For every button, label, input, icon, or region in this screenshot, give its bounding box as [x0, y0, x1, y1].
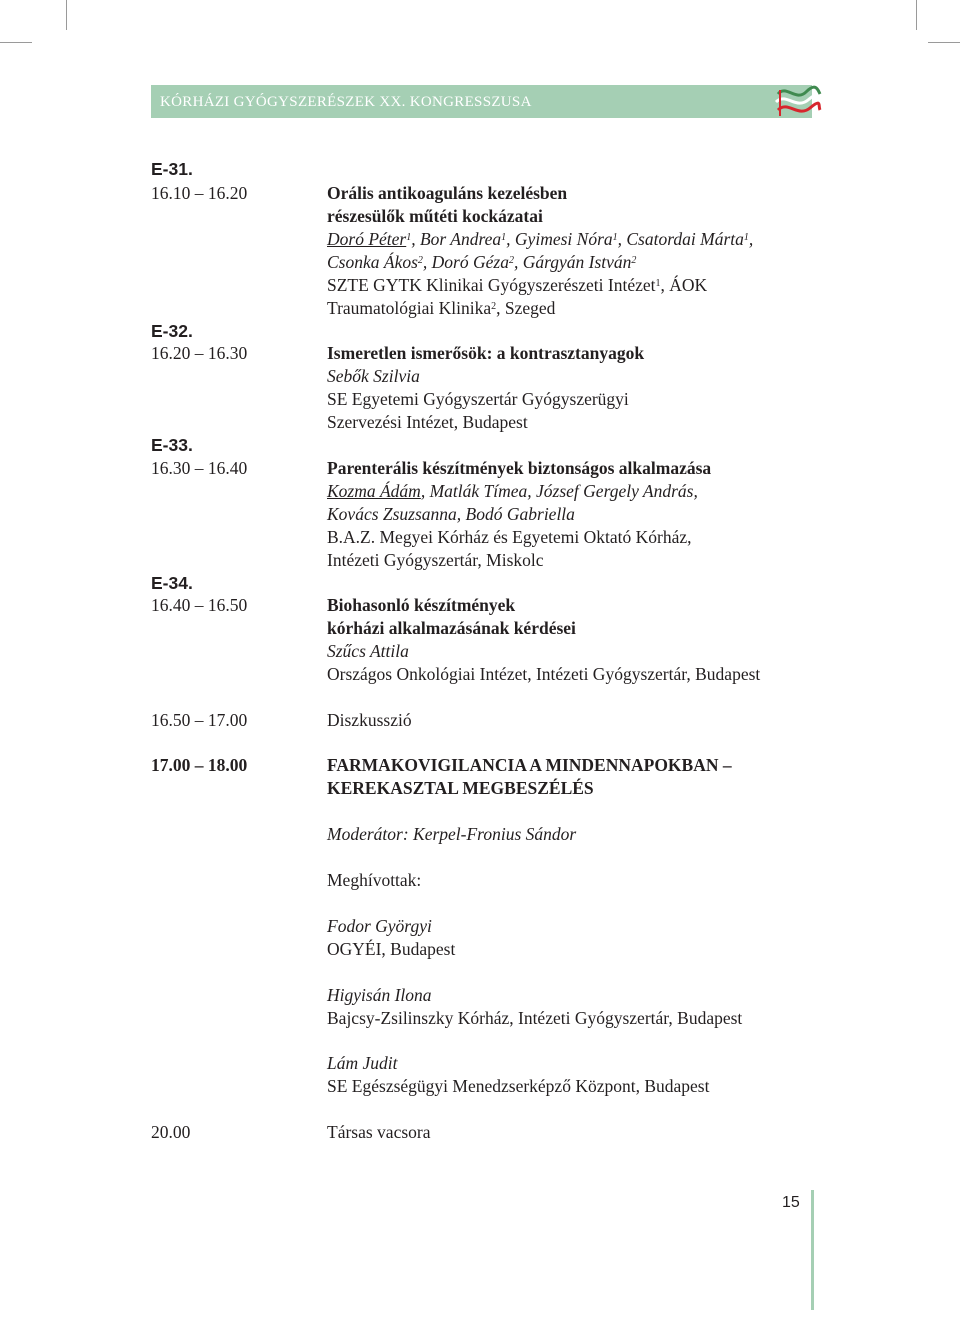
- session-block: [327, 754, 732, 800]
- talk-affiliation: SE Egyetemi Gyógyszertár Gyógyszerügyi: [327, 389, 629, 409]
- talk-block: [327, 594, 760, 686]
- talk-authors: Kovács Zsuzsanna, Bodó Gabriella: [327, 504, 575, 524]
- guest-affiliation: SE Egészségügyi Menedzserképző Központ, Budapest: [327, 1076, 710, 1096]
- talk-title: Parenterális készítmények biztonságos alkalmazása: [327, 458, 712, 478]
- talk-code: E-31.: [151, 159, 193, 179]
- guest-name: Higyisán Ilona: [327, 985, 432, 1005]
- talk-title: Biohasonló készítmények: [327, 595, 516, 615]
- talk-title: kórházi alkalmazásának kérdései: [327, 618, 576, 638]
- dinner-time: 20.00: [151, 1122, 191, 1142]
- talk-affiliation: Országos Onkológiai Intézet, Intézeti Gyógyszertár, Budapest: [327, 664, 761, 684]
- talk-code: E-32.: [151, 321, 193, 341]
- page-number: 15: [782, 1194, 800, 1211]
- session-title: FARMAKOVIGILANCIA A MINDENNAPOKBAN –: [327, 755, 732, 775]
- crop-mark: [0, 42, 32, 43]
- session-title: KEREKASZTAL MEGBESZÉLÉS: [327, 778, 594, 798]
- guest-affiliation: Bajcsy-Zsilinszky Kórház, Intézeti Gyógyszertár, Budapest: [327, 1008, 743, 1028]
- talk-code: E-34.: [151, 573, 193, 593]
- talk-affiliation: B.A.Z. Megyei Kórház és Egyetemi Oktató Kórház,: [327, 527, 692, 547]
- crop-mark: [66, 0, 67, 30]
- invited-guest: [327, 984, 742, 1030]
- invited-guest: [327, 1052, 709, 1098]
- talk-time: 16.10 – 16.20: [151, 183, 248, 203]
- talk-authors: Csonka Ákos$^2$, Doró Géza$^2$, Gárgyán István$^2$: [327, 252, 637, 272]
- talk-time: 16.40 – 16.50: [151, 595, 248, 615]
- talk-code: E-33.: [151, 435, 193, 455]
- guest-name: Fodor Györgyi: [327, 916, 432, 936]
- talk-title: részesülők műtéti kockázatai: [327, 206, 543, 226]
- invited-guest: [327, 915, 455, 961]
- guest-affiliation: OGYÉI, Budapest: [327, 939, 456, 959]
- talk-title: Ismeretlen ismerősök: a kontrasztanyagok: [327, 343, 645, 363]
- talk-block: [327, 457, 711, 572]
- congress-ribbon-logo-icon: [774, 80, 822, 122]
- session-moderator: Moderátor: Kerpel-Fronius Sándor: [327, 824, 577, 844]
- talk-affiliation: Traumatológiai Klinika$^2$, Szeged: [327, 298, 556, 318]
- talk-affiliation: Intézeti Gyógyszertár, Miskolc: [327, 550, 544, 570]
- talk-affiliation: Szervezési Intézet, Budapest: [327, 412, 528, 432]
- guest-name: Lám Judit: [327, 1053, 398, 1073]
- crop-mark: [916, 0, 917, 30]
- talk-block: [327, 342, 644, 434]
- session-invited-label: Meghívottak:: [327, 870, 422, 890]
- discussion-time: 16.50 – 17.00: [151, 710, 248, 730]
- talk-authors: Doró Péter$^1$, Bor Andrea$^1$, Gyimesi Nóra$^1$, Csatordai Márta$^1$,: [327, 229, 754, 249]
- talk-authors: Kozma Ádám, Matlák Tímea, József Gergely András,: [327, 481, 698, 501]
- talk-author: Szűcs Attila: [327, 641, 409, 661]
- talk-time: 16.20 – 16.30: [151, 343, 248, 363]
- talk-title: Orális antikoaguláns kezelésben: [327, 183, 568, 203]
- page-number-rule: [811, 1190, 814, 1310]
- talk-time: 16.30 – 16.40: [151, 458, 248, 478]
- session-time: 17.00 – 18.00: [151, 755, 248, 775]
- header-title: KÓRHÁZI GYÓGYSZERÉSZEK XX. KONGRESSZUSA: [160, 94, 532, 110]
- talk-affiliation: SZTE GYTK Klinikai Gyógyszerészeti Intézet$^1$, ÁOK: [327, 275, 708, 295]
- dinner-label: Társas vacsora: [327, 1122, 431, 1142]
- crop-mark: [928, 42, 960, 43]
- talk-block: [327, 182, 753, 320]
- discussion-label: Diszkusszió: [327, 710, 412, 730]
- talk-author: Sebők Szilvia: [327, 366, 420, 386]
